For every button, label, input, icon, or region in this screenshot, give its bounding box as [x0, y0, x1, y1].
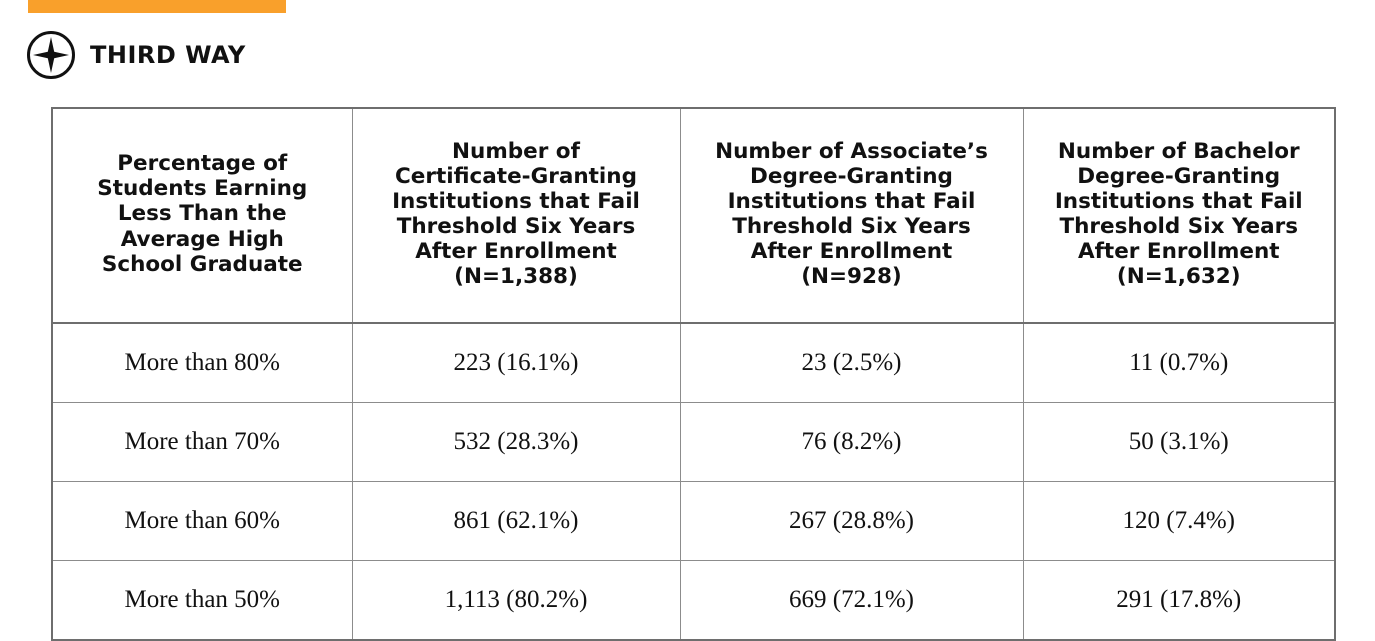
header-line: School Graduate — [101, 251, 303, 277]
cell-threshold: More than 60% — [52, 482, 352, 561]
header-line: After Enrollment — [1077, 239, 1280, 265]
column-header-associate — [680, 108, 1023, 323]
cell-associate: 23 (2.5%) — [680, 323, 1023, 403]
header-line: After Enrollment — [415, 239, 617, 265]
header-line: Percentage of — [117, 151, 288, 177]
header-line: (N=1,388) — [454, 264, 578, 290]
cell-threshold: More than 80% — [52, 323, 352, 403]
table-body — [52, 323, 1335, 640]
institutions-failure-table — [51, 107, 1336, 641]
cell-bachelor: 11 (0.7%) — [1023, 323, 1335, 403]
header-line: Number of Associate’s — [715, 138, 988, 164]
table-row — [52, 482, 1335, 561]
header-line: Threshold Six Years — [732, 214, 971, 239]
header-line: Institutions that Fail — [392, 188, 640, 214]
header-line: Threshold Six Years — [396, 214, 636, 239]
header-line: Less Than the — [117, 201, 287, 227]
column-header-bachelor — [1023, 108, 1335, 323]
brand-header — [26, 30, 246, 80]
cell-certificate: 1,113 (80.2%) — [352, 561, 680, 641]
header-line: Certificate-Granting — [395, 163, 637, 189]
column-header-certificate — [352, 108, 680, 323]
cell-certificate: 223 (16.1%) — [352, 323, 680, 403]
header-line: Threshold Six Years — [1059, 214, 1299, 239]
cell-bachelor: 50 (3.1%) — [1023, 403, 1335, 482]
table-row — [52, 323, 1335, 403]
column-header-threshold — [52, 108, 352, 323]
cell-associate: 669 (72.1%) — [680, 561, 1023, 641]
compass-star-icon — [26, 30, 76, 80]
cell-certificate: 861 (62.1%) — [352, 482, 680, 561]
table-row — [52, 403, 1335, 482]
table-row — [52, 561, 1335, 641]
table-header — [52, 108, 1335, 323]
cell-threshold: More than 70% — [52, 403, 352, 482]
table-container — [51, 107, 1334, 641]
header-line: Institutions that Fail — [727, 188, 976, 214]
cell-certificate: 532 (28.3%) — [352, 403, 680, 482]
header-line: Number of — [452, 138, 580, 164]
header-line: Degree-Granting — [750, 163, 953, 189]
header-line: Students Earning — [97, 176, 308, 202]
cell-threshold: More than 50% — [52, 561, 352, 641]
header-line: Institutions that Fail — [1054, 188, 1303, 214]
header-line: (N=928) — [801, 264, 902, 290]
cell-bachelor: 120 (7.4%) — [1023, 482, 1335, 561]
header-line: Number of Bachelor — [1057, 138, 1300, 164]
header-line: (N=1,632) — [1116, 264, 1241, 290]
brand-name: THIRD WAY — [90, 41, 246, 69]
table-header-row — [52, 108, 1335, 323]
header-line: After Enrollment — [750, 239, 953, 265]
cell-bachelor: 291 (17.8%) — [1023, 561, 1335, 641]
cell-associate: 76 (8.2%) — [680, 403, 1023, 482]
header-line: Degree-Granting — [1077, 163, 1281, 189]
accent-bar — [28, 0, 286, 13]
cell-associate: 267 (28.8%) — [680, 482, 1023, 561]
header-line: Average High — [120, 226, 284, 252]
